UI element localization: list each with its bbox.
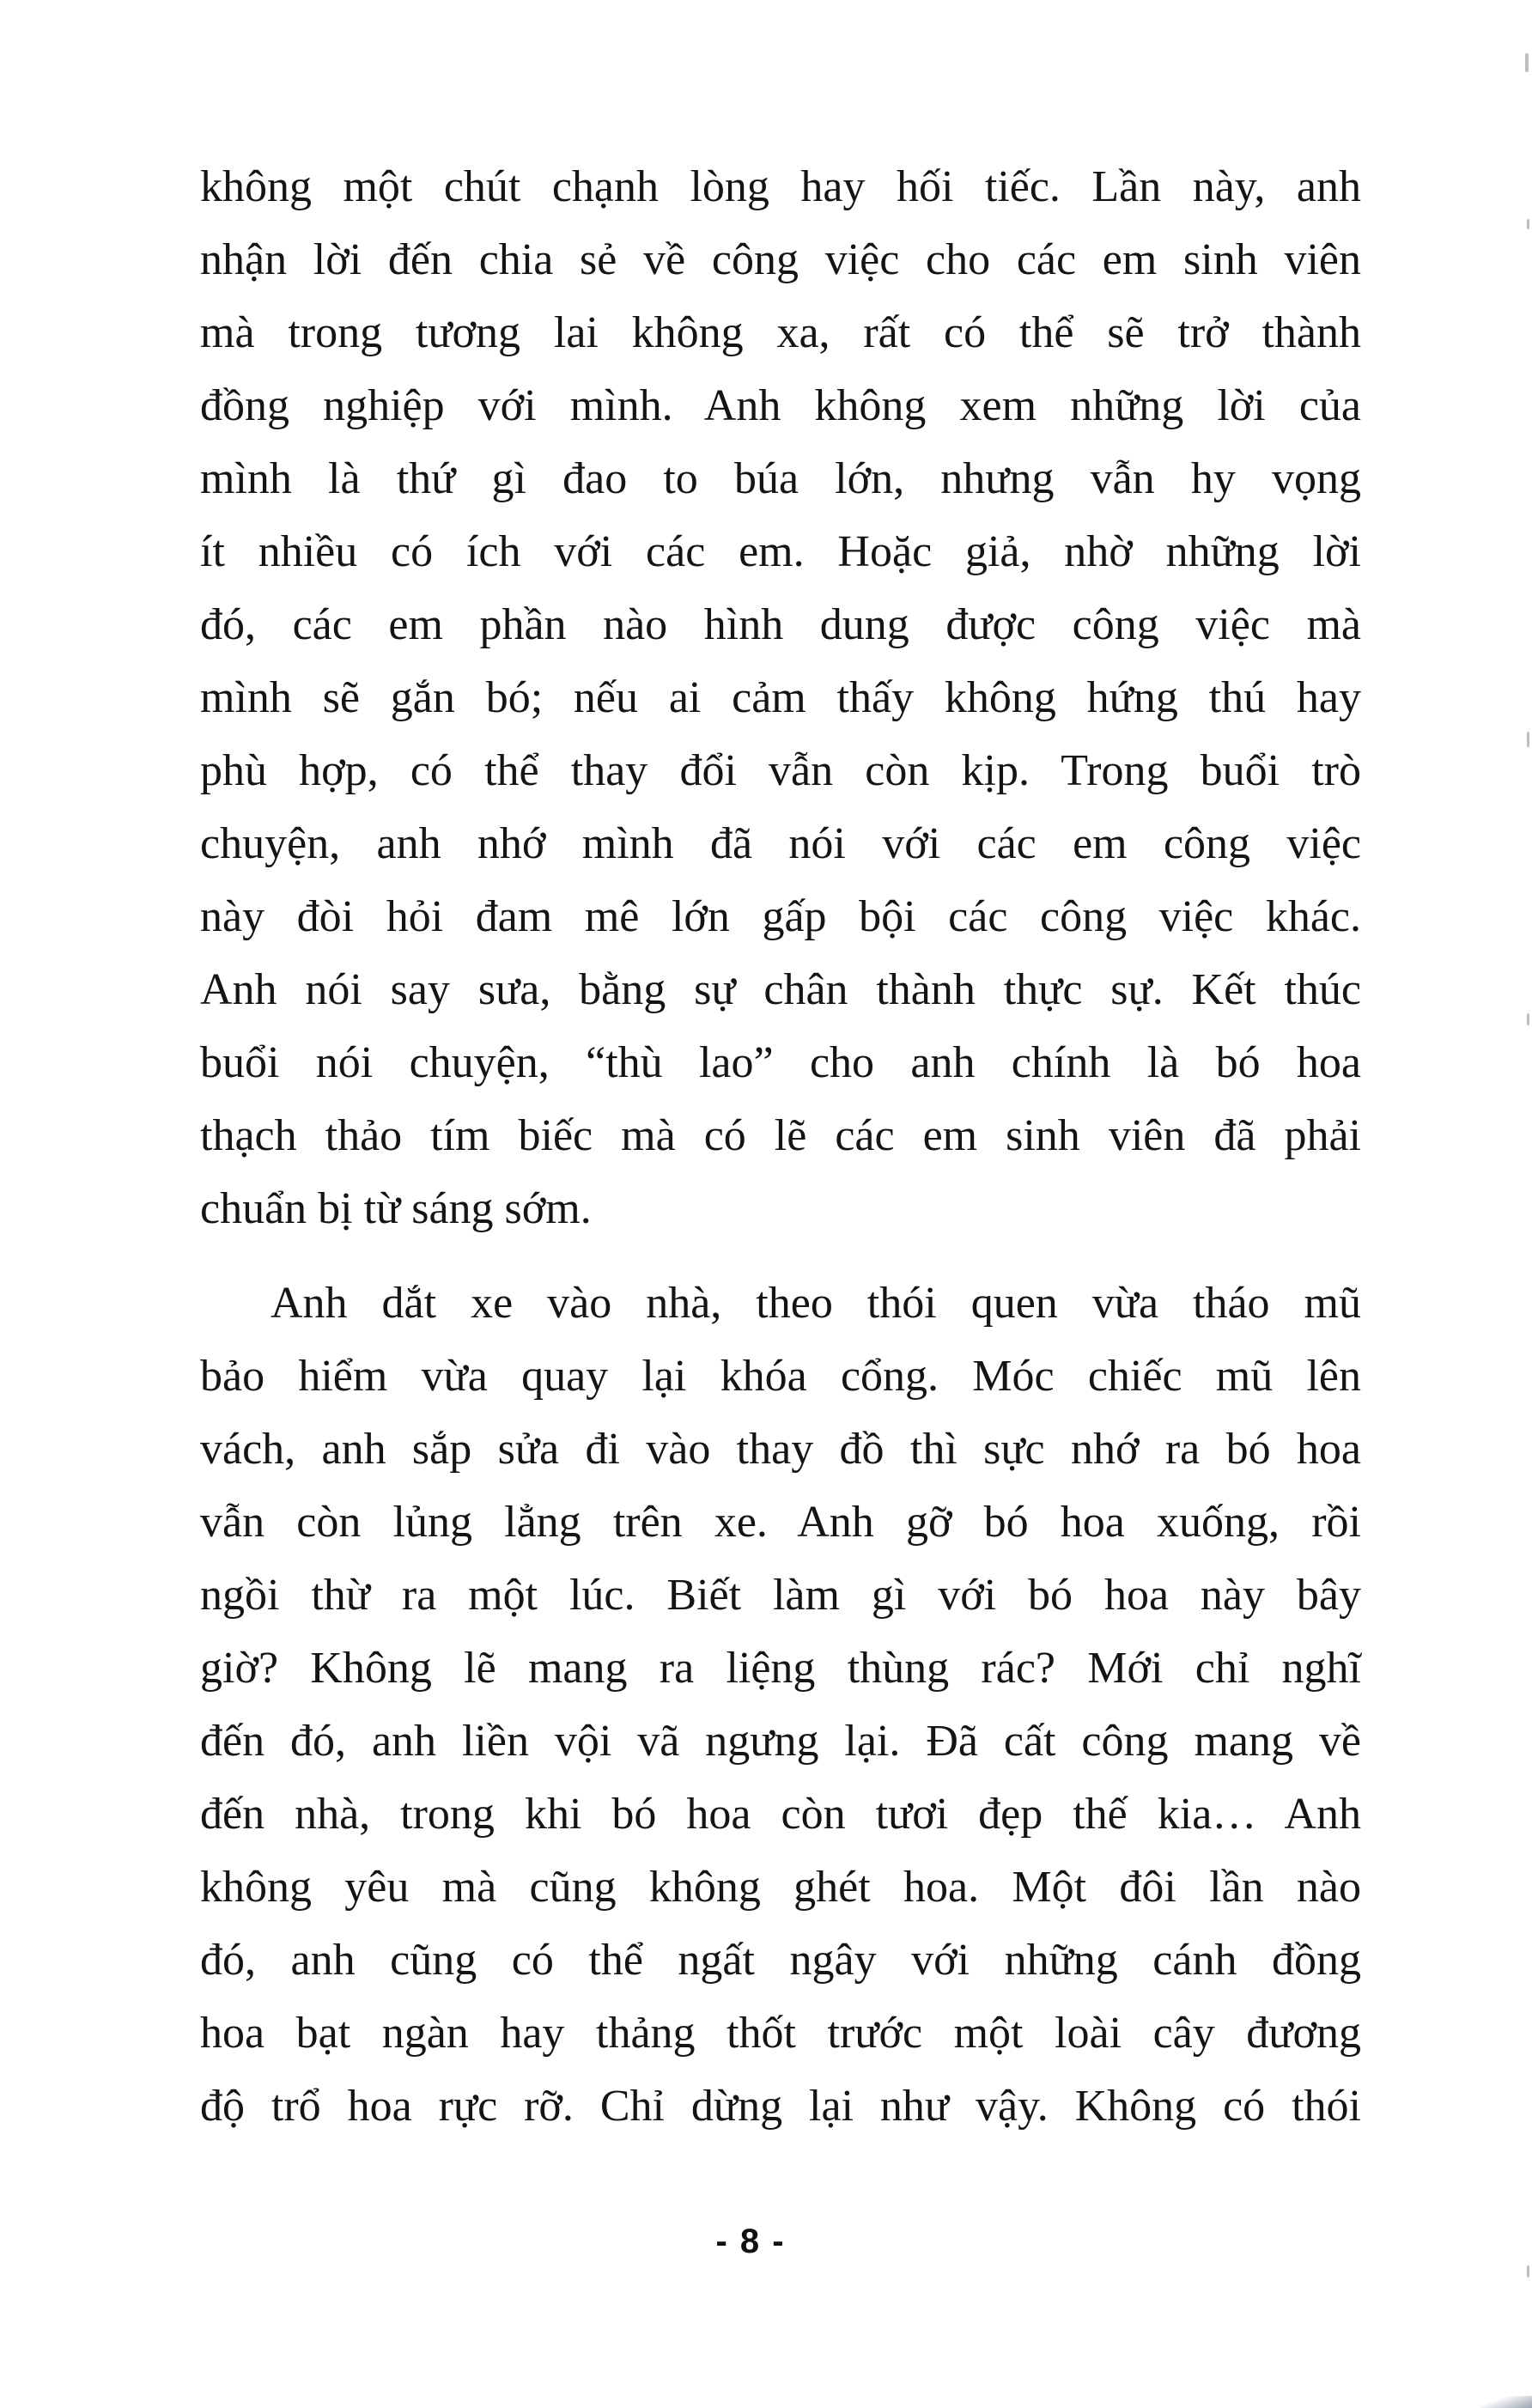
text-line: ngồi thừ ra một lúc. Biết làm gì với bó hoa này bây [200,1571,1361,1620]
scan-artifact [1527,732,1529,747]
text-line: mình là thứ gì đao to búa lớn, nhưng vẫn hy vọng [200,454,1361,503]
text-line: hoa bạt ngàn hay thảng thốt trước một loài cây đương [200,2009,1361,2058]
paragraph-2 [200,1267,1361,2143]
text-line: đồng nghiệp với mình. Anh không xem những lời của [200,381,1361,430]
scan-artifact [1527,1013,1529,1025]
page-corner-shadow [1480,2396,1532,2408]
body-text [200,150,1361,2143]
text-line: đến đó, anh liền vội vã ngưng lại. Đã cất công mang về [200,1717,1361,1766]
text-line: vẫn còn lủng lẳng trên xe. Anh gỡ bó hoa xuống, rồi [200,1498,1361,1547]
scan-artifact [1527,219,1529,229]
text-line: Anh dắt xe vào nhà, theo thói quen vừa tháo mũ [271,1279,1361,1328]
scan-artifact [1525,53,1529,72]
text-line: nhận lời đến chia sẻ về công việc cho các em sinh viên [200,235,1361,284]
text-line: mà trong tương lai không xa, rất có thể sẽ trở thành [200,308,1361,357]
text-line: Anh nói say sưa, bằng sự chân thành thực sự. Kết thúc [200,965,1361,1014]
text-line: này đòi hỏi đam mê lớn gấp bội các công việc khác. [200,892,1361,941]
text-line: vách, anh sắp sửa đi vào thay đồ thì sực nhớ ra bó hoa [200,1425,1361,1474]
text-line: phù hợp, có thể thay đổi vẫn còn kịp. Trong buổi trò [200,746,1361,795]
text-line: mình sẽ gắn bó; nếu ai cảm thấy không hứng thú hay [200,673,1361,722]
text-line: không yêu mà cũng không ghét hoa. Một đôi lần nào [200,1863,1361,1912]
text-line: thạch thảo tím biếc mà có lẽ các em sinh viên đã phải [200,1111,1361,1160]
scan-artifact [1527,2265,1529,2277]
text-line: chuyện, anh nhớ mình đã nói với các em công việc [200,819,1361,868]
text-line: đó, các em phần nào hình dung được công việc mà [200,600,1361,649]
paragraph-1 [200,150,1361,1245]
text-line: chuẩn bị từ sáng sớm. [200,1184,592,1233]
text-line: bảo hiểm vừa quay lại khóa cổng. Móc chiếc mũ lên [200,1352,1361,1401]
text-line: không một chút chạnh lòng hay hối tiếc. Lần này, anh [200,162,1361,211]
text-line: buổi nói chuyện, “thù lao” cho anh chính là bó hoa [200,1038,1361,1087]
text-line: giờ? Không lẽ mang ra liệng thùng rác? Mới chỉ nghĩ [200,1644,1361,1693]
text-line: đó, anh cũng có thể ngất ngây với những cánh đồng [200,1936,1361,1985]
page-number: - 8 - [715,2223,786,2260]
text-line: độ trổ hoa rực rỡ. Chỉ dừng lại như vậy. Không có thói [200,2082,1361,2131]
text-line: đến nhà, trong khi bó hoa còn tươi đẹp thế kia… Anh [200,1790,1361,1839]
text-line: ít nhiều có ích với các em. Hoặc giả, nhờ những lời [200,527,1361,576]
